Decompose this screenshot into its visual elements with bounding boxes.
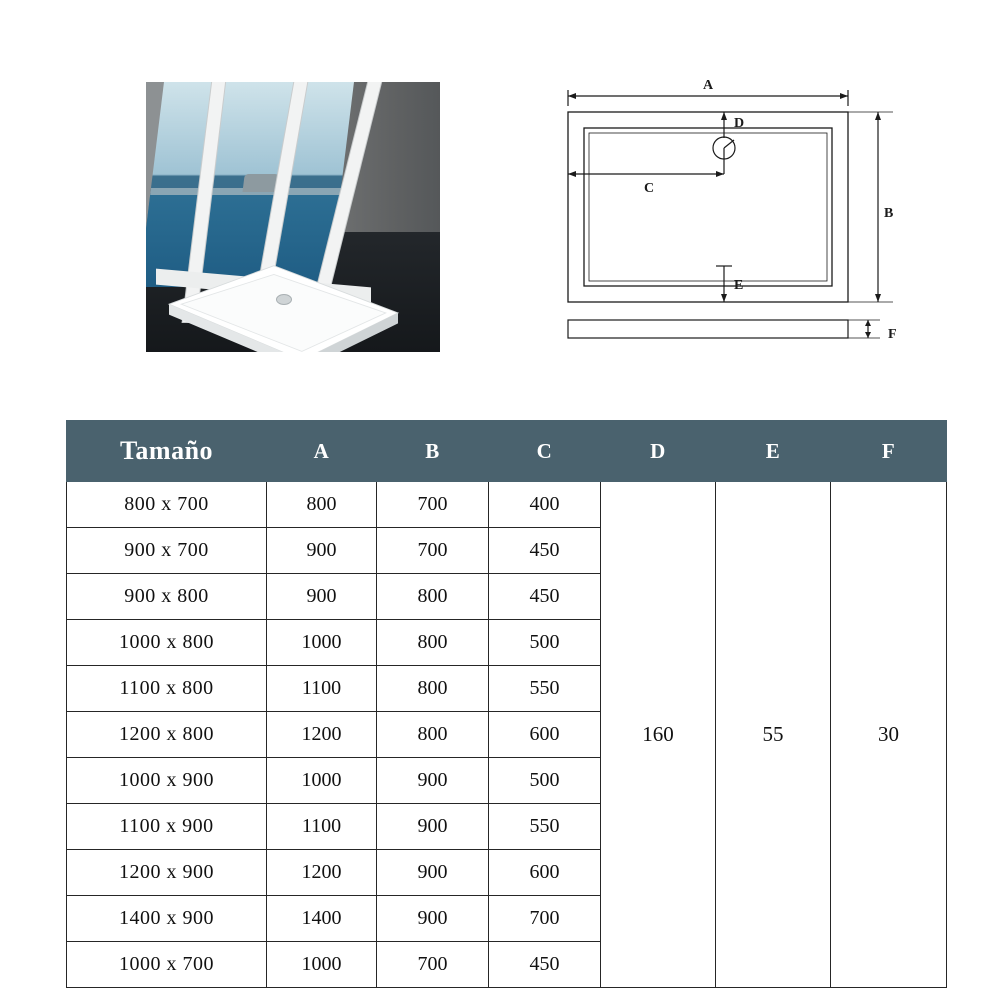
product-photo bbox=[146, 82, 440, 352]
cell-d-merged: 160 bbox=[601, 482, 716, 988]
cell-b: 800 bbox=[377, 574, 489, 620]
cell-size: 1000 x 700 bbox=[67, 942, 267, 988]
cell-a: 900 bbox=[267, 574, 377, 620]
table-header-row bbox=[67, 421, 947, 482]
cell-c: 550 bbox=[489, 666, 601, 712]
column-header-size: Tamaño bbox=[67, 421, 267, 482]
cell-b: 700 bbox=[377, 482, 489, 528]
dimension-label-c: C bbox=[644, 181, 655, 196]
cell-e-merged: 55 bbox=[716, 482, 831, 988]
cell-b: 900 bbox=[377, 758, 489, 804]
cell-b: 700 bbox=[377, 528, 489, 574]
size-table-container bbox=[66, 420, 946, 988]
column-header-b: B bbox=[377, 421, 489, 482]
cell-size: 1200 x 800 bbox=[67, 712, 267, 758]
cell-c: 450 bbox=[489, 574, 601, 620]
cell-size: 1000 x 800 bbox=[67, 620, 267, 666]
cell-b: 800 bbox=[377, 620, 489, 666]
dimension-label-b: B bbox=[884, 206, 894, 221]
cell-a: 1100 bbox=[267, 804, 377, 850]
column-header-f: F bbox=[831, 421, 947, 482]
cell-a: 800 bbox=[267, 482, 377, 528]
cell-size: 1400 x 900 bbox=[67, 896, 267, 942]
cell-a: 1000 bbox=[267, 620, 377, 666]
cell-c: 500 bbox=[489, 620, 601, 666]
cell-a: 900 bbox=[267, 528, 377, 574]
cell-b: 800 bbox=[377, 666, 489, 712]
cell-a: 1200 bbox=[267, 850, 377, 896]
cell-a: 1000 bbox=[267, 942, 377, 988]
dimension-label-d: D bbox=[734, 116, 745, 131]
cell-size: 900 x 800 bbox=[67, 574, 267, 620]
photo-drain-icon bbox=[276, 294, 292, 305]
cell-b: 700 bbox=[377, 942, 489, 988]
dimension-label-e: E bbox=[734, 278, 744, 293]
cell-b: 900 bbox=[377, 804, 489, 850]
illustration-area bbox=[0, 0, 1000, 400]
cell-c: 450 bbox=[489, 528, 601, 574]
column-header-d: D bbox=[601, 421, 716, 482]
cell-c: 500 bbox=[489, 758, 601, 804]
cell-b: 900 bbox=[377, 896, 489, 942]
size-table bbox=[66, 420, 947, 988]
cell-a: 1100 bbox=[267, 666, 377, 712]
table-row bbox=[67, 482, 947, 528]
cell-size: 1100 x 900 bbox=[67, 804, 267, 850]
cell-c: 600 bbox=[489, 850, 601, 896]
cell-size: 1000 x 900 bbox=[67, 758, 267, 804]
cell-c: 400 bbox=[489, 482, 601, 528]
cell-a: 1400 bbox=[267, 896, 377, 942]
cell-size: 1100 x 800 bbox=[67, 666, 267, 712]
column-header-e: E bbox=[716, 421, 831, 482]
cell-c: 450 bbox=[489, 942, 601, 988]
dimension-label-f: F bbox=[888, 327, 897, 342]
cell-c: 550 bbox=[489, 804, 601, 850]
cell-c: 600 bbox=[489, 712, 601, 758]
cell-a: 1200 bbox=[267, 712, 377, 758]
column-header-a: A bbox=[267, 421, 377, 482]
cell-size: 900 x 700 bbox=[67, 528, 267, 574]
cell-b: 800 bbox=[377, 712, 489, 758]
cell-c: 700 bbox=[489, 896, 601, 942]
cell-f-merged: 30 bbox=[831, 482, 947, 988]
technical-drawing bbox=[548, 70, 948, 370]
cell-b: 900 bbox=[377, 850, 489, 896]
cell-size: 800 x 700 bbox=[67, 482, 267, 528]
column-header-c: C bbox=[489, 421, 601, 482]
dimension-label-a: A bbox=[703, 78, 714, 93]
cell-size: 1200 x 900 bbox=[67, 850, 267, 896]
cell-a: 1000 bbox=[267, 758, 377, 804]
